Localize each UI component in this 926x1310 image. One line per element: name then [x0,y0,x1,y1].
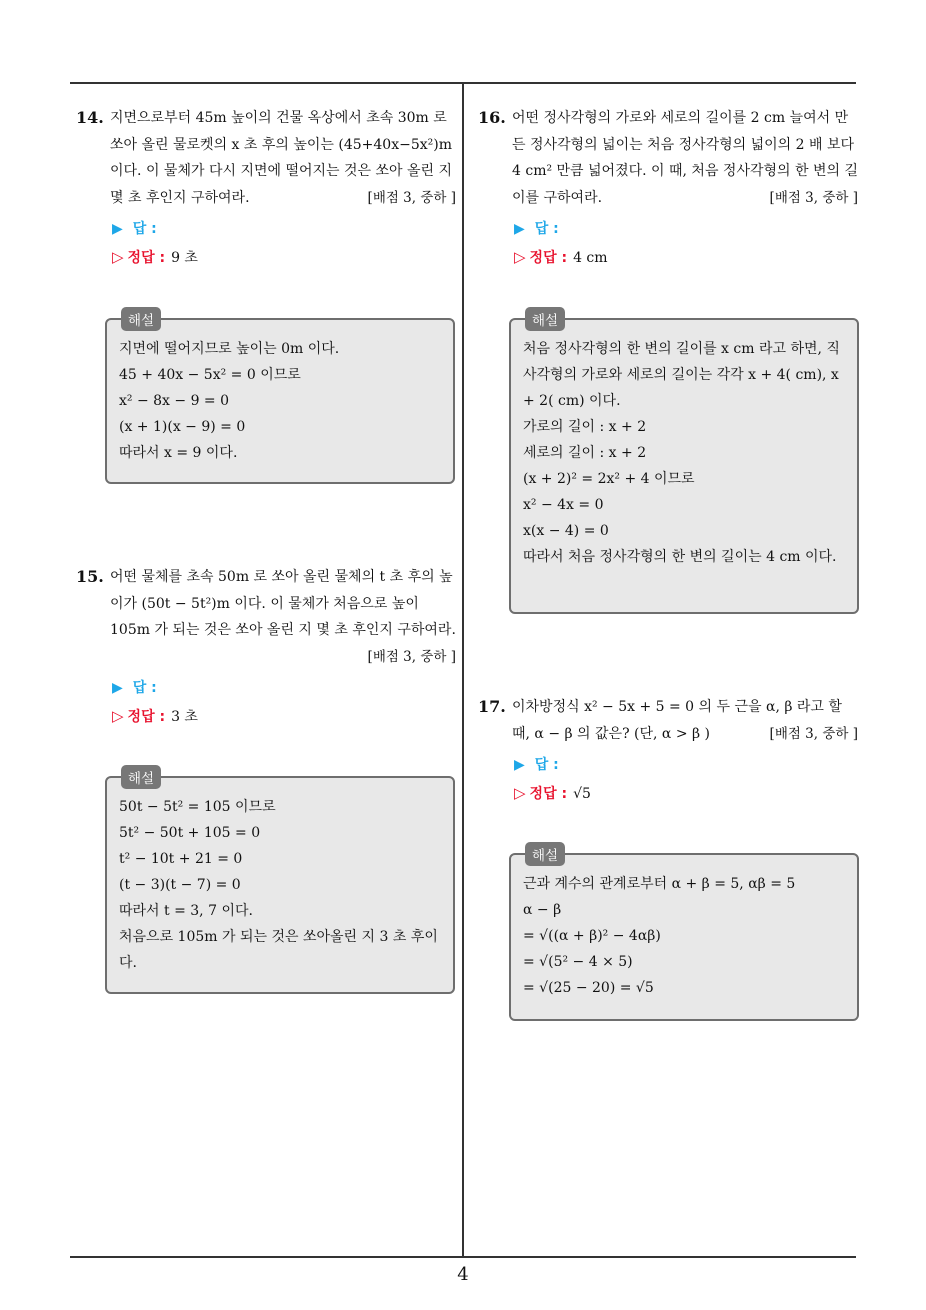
solution-line: 처음 정사각형의 한 변의 길이를 x cm 라고 하면, 직사각형의 가로와 세로의 길이는 각각 x + 4( cm), x + 2( cm) 이다. [523,341,840,409]
problem-text: 이차방정식 x² − 5x + 5 = 0 의 두 근을 α, β 라고 할 때, α − β 의 값은? (단, α > β ) [512,699,842,742]
problem-16 [478,105,858,272]
problem-number: 15. [76,567,104,586]
bottom-rule [70,1256,856,1258]
solution-line: x² − 8x − 9 = 0 [119,393,230,409]
solution-box-17 [509,848,859,1021]
problem-16-stem [478,105,858,211]
solution-line: (x + 2)² = 2x² + 4 이므로 [523,471,695,487]
correct-answer: √5 [573,786,591,802]
outline-triangle-icon: ▷ [514,248,526,266]
solution-tag: 해설 [121,307,161,331]
solution-line: α − β [523,902,562,918]
solution-line: x(x − 4) = 0 [523,523,609,539]
points-info: [배점 3, 중하 ] [769,189,858,206]
filled-triangle-icon: ▶ [112,680,123,696]
filled-triangle-icon: ▶ [514,757,525,773]
solution-tag: 해설 [525,842,565,866]
problem-17 [478,694,858,808]
problem-number: 16. [478,108,506,127]
solution-line: 따라서 t = 3, 7 이다. [119,903,253,919]
solution-line: 따라서 처음 정사각형의 한 변의 길이는 4 cm 이다. [523,549,837,565]
correct-label: 정답 : [127,250,166,266]
answer-block [478,215,858,272]
points-info: [배점 3, 중하 ] [367,189,456,206]
solution-line: 따라서 x = 9 이다. [119,445,238,461]
correct-label: 정답 : [127,709,166,725]
outline-triangle-icon: ▷ [112,248,124,266]
solution-line: (x + 1)(x − 9) = 0 [119,419,246,435]
solution-line: 45 + 40x − 5x² = 0 이므로 [119,367,301,383]
correct-label: 정답 : [529,250,568,266]
correct-answer: 4 cm [573,250,608,266]
filled-triangle-icon: ▶ [112,221,123,237]
correct-label: 정답 : [529,786,568,802]
outline-triangle-icon: ▷ [112,707,124,725]
correct-answer: 3 초 [171,709,198,725]
problem-number: 17. [478,697,506,716]
solution-line: = √((α + β)² − 4αβ) [523,928,661,944]
answer-label: 답 : [132,221,157,237]
column-divider [462,84,464,1256]
solution-line: 가로의 길이 : x + 2 [523,419,647,435]
points-info: [배점 3, 중하 ] [769,725,858,742]
solution-line: 근과 계수의 관계로부터 α + β = 5, αβ = 5 [523,876,796,892]
solution-line: x² − 4x = 0 [523,497,604,513]
problem-15 [76,564,456,731]
problem-text: 어떤 정사각형의 가로와 세로의 길이를 2 cm 늘여서 만든 정사각형의 넓이는 처음 정사각형의 넓이의 2 배 보다 4 cm² 만큼 넓어졌다. 이 때, 처음 정사각형의 한 변의 길이를 구하여라. [512,110,858,206]
solution-box-15 [105,771,455,994]
solution-line: t² − 10t + 21 = 0 [119,851,243,867]
problem-text: 지면으로부터 45m 높이의 건물 옥상에서 초속 30m 로 쏘아 올린 물로켓의 x 초 후의 높이는 (45+40x−5x²)m 이다. 이 물체가 다시 지면에 떨어지는 것은 쏘아 올린 지 몇 초 후인지 구하여라. [110,110,453,206]
solution-box-14 [105,313,455,484]
points-info: [배점 3, 중하 ] [367,648,456,665]
solution-tag: 해설 [121,765,161,789]
problem-number: 14. [76,108,104,127]
problem-14-stem [76,105,456,211]
solution-box-16 [509,313,859,614]
filled-triangle-icon: ▶ [514,221,525,237]
problem-17-stem [478,694,858,747]
answer-block [76,215,456,272]
solution-line: = √(5² − 4 × 5) [523,954,633,970]
problem-15-stem [76,564,456,670]
answer-label: 답 : [534,757,559,773]
answer-block [76,674,456,731]
solution-line: 지면에 떨어지므로 높이는 0m 이다. [119,341,340,357]
solution-line: 세로의 길이 : x + 2 [523,445,647,461]
correct-answer: 9 초 [171,250,198,266]
outline-triangle-icon: ▷ [514,784,526,802]
answer-block [478,751,858,808]
solution-line: 처음으로 105m 가 되는 것은 쏘아올린 지 3 초 후이다. [119,929,438,971]
solution-line: 5t² − 50t + 105 = 0 [119,825,261,841]
problem-text: 어떤 물체를 초속 50m 로 쏘아 올린 물체의 t 초 후의 높이가 (50t − 5t²)m 이다. 이 물체가 처음으로 높이 105m 가 되는 것은 쏘아 올린 지 몇 초 후인지 구하여라. [110,569,456,638]
solution-line: 50t − 5t² = 105 이므로 [119,799,276,815]
solution-line: = √(25 − 20) = √5 [523,980,654,996]
answer-label: 답 : [534,221,559,237]
solution-tag: 해설 [525,307,565,331]
page-number: 4 [457,1264,469,1285]
solution-line: (t − 3)(t − 7) = 0 [119,877,241,893]
problem-14 [76,105,456,272]
answer-label: 답 : [132,680,157,696]
